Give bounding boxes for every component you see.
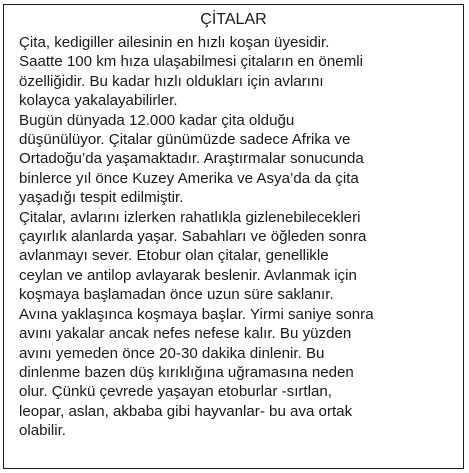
text-line: Çitalar, avlarını izlerken rahatlıkla gizlenebilecekleri: [19, 208, 361, 226]
text-line: koşmaya başlamadan önce uzun süre saklanır.: [19, 286, 334, 304]
text-line: özelliğidir. Bu kadar hızlı oldukları için avlarını: [19, 72, 324, 90]
document-body: [19, 33, 461, 441]
text-line: avını yakalar ancak nefes nefese kalır. Bu yüzden: [19, 325, 352, 343]
text-box: [3, 4, 464, 469]
text-line: avlanmayı sever. Etobur olan çitalar, genellikle: [19, 247, 329, 265]
text-line: Saatte 100 km hıza ulaşabilmesi çitaların en önemli: [19, 53, 363, 71]
text-line: olabilir.: [19, 422, 66, 440]
text-line: binlerce yıl önce Kuzey Amerika ve Asya’da da çita: [19, 169, 359, 187]
text-line: Avına yaklaşınca koşmaya başlar. Yirmi saniye sonra: [19, 305, 374, 323]
text-line: yaşadığı tespit edilmiştir.: [19, 189, 184, 207]
text-line: Bugün dünyada 12.000 kadar çita olduğu: [19, 111, 295, 129]
text-line: dinlenme bazen düş kırıklığına uğramasına neden: [19, 363, 354, 381]
text-line: Ortadoğu’da yaşamaktadır. Araştırmalar sonucunda: [19, 150, 364, 168]
text-line: çayırlık alanlarda yaşar. Sabahları ve öğleden sonra: [19, 228, 367, 246]
text-line: leopar, aslan, akbaba gibi hayvanlar- bu ava ortak: [19, 402, 353, 420]
text-line: düşünülüyor. Çitalar günümüzde sadece Afrika ve: [19, 131, 351, 149]
text-line: kolayca yakalayabilirler.: [19, 92, 178, 110]
text-line: ceylan ve antilop avlayarak beslenir. Avlanmak için: [19, 266, 357, 284]
text-line: avını yemeden önce 20-30 dakika dinlenir. Bu: [19, 344, 325, 362]
text-line: olur. Çünkü çevrede yaşayan etoburlar -sırtlan,: [19, 383, 332, 401]
text-line: Çita, kedigiller ailesinin en hızlı koşan üyesidir.: [19, 34, 330, 51]
document-title: ÇİTALAR: [200, 11, 267, 28]
